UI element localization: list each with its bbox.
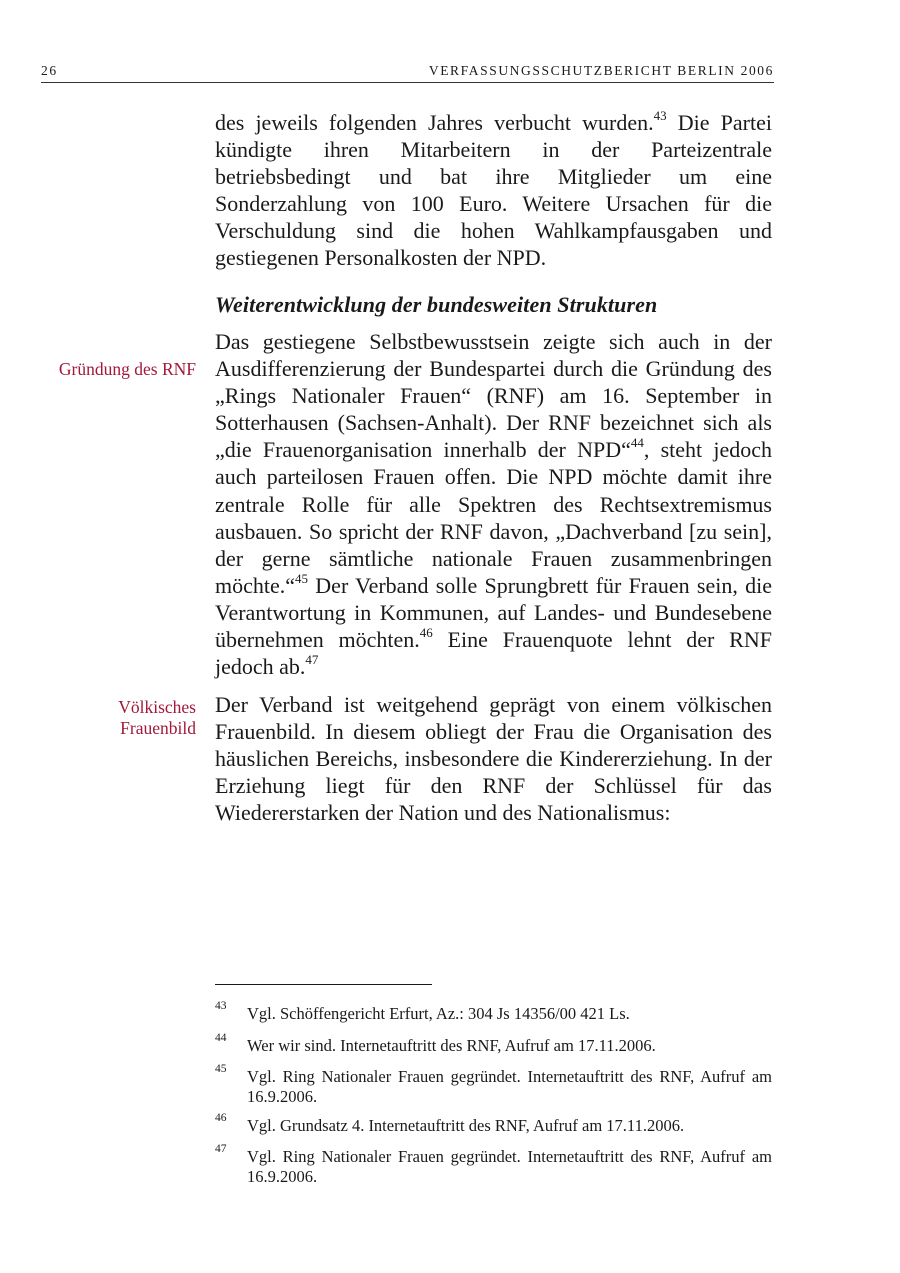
margin-note-line: Völkisches <box>118 697 196 717</box>
paragraph-text: Das gestiegene Selbstbewusstsein zeigte sich auch in der Ausdifferenzierung der Bundespartei durch die Gründung des „Rings Nationaler Frauen“ (RNF) am 16. September in Sotterhausen (Sachsen-Anhalt). Der RNF bezeichnet sich als „die Frauenorganisation innerhalb der NPD“ <box>215 329 772 463</box>
running-title: VERFASSUNGSSCHUTZBERICHT BERLIN 2006 <box>428 63 774 78</box>
footnote-44 <box>215 1032 772 1056</box>
footnote-45 <box>215 1063 772 1106</box>
footnote-43 <box>215 1000 772 1024</box>
footnote-text: Vgl. Ring Nationaler Frauen gegründet. Internetauftritt des RNF, Aufruf am 16.9.2006. <box>247 1067 772 1106</box>
page-header <box>41 62 774 83</box>
paragraph-text: , steht jedoch auch parteilosen Frauen offen. Die NPD möchte damit ihre zentrale Rolle für alle Spektren des Rechtsextremismus ausbauen. So spricht der RNF davon, „Dachverband [zu sein], der gerne sämtliche nationale Frauen zusammenbringen möchte.“ <box>215 437 772 598</box>
footnote-text: Vgl. Grundsatz 4. Internetauftritt des RNF, Aufruf am 17.11.2006. <box>247 1116 685 1135</box>
paragraph-rnf-founding <box>215 328 772 680</box>
footnote-ref-47[interactable]: 47 <box>305 651 319 667</box>
footnote-47 <box>215 1143 772 1186</box>
paragraph-text: Eine Frauenquote lehnt der RNF jedoch ab. <box>215 627 772 680</box>
margin-note-voelkisch-women <box>26 697 196 739</box>
footnote-text: Vgl. Ring Nationaler Frauen gegründet. Internetauftritt des RNF, Aufruf am 16.9.2006. <box>247 1147 772 1186</box>
margin-note-line: Frauenbild <box>120 718 196 738</box>
footnote-divider <box>215 984 432 985</box>
footnote-number: 46 <box>215 1112 227 1124</box>
footnote-number: 47 <box>215 1143 227 1155</box>
page-number: 26 <box>41 63 58 78</box>
footnote-ref-46[interactable]: 46 <box>419 624 433 640</box>
paragraph-text: Die Partei kündigte ihren Mitarbeitern in der Parteizentrale betriebsbedingt und bat ihre Mitglieder um eine Sonderzahlung von 100 Euro. Weitere Ursachen für die Verschuldung sind die hohen Wahlkampfausgaben und gestiegenen Personalkosten der NPD. <box>215 110 772 271</box>
footnote-number: 43 <box>215 1000 227 1012</box>
section-heading: Weiterentwicklung der bundesweiten Strukturen <box>215 292 658 317</box>
margin-note-rnf-founding: Gründung des RNF <box>58 359 196 379</box>
paragraph-party-debt <box>215 109 772 272</box>
footnote-number: 45 <box>215 1063 227 1075</box>
paragraph-voelkisch-image: Der Verband ist weitgehend geprägt von einem völkischen Frauenbild. In diesem obliegt der Frau die Organisation des häuslichen Bereichs, insbesondere die Kindererziehung. In der Erziehung liegt für den RNF der Schlüssel für das Wiedererstarken der Nation und des Nationalismus: <box>215 692 772 826</box>
paragraph-text: des jeweils folgenden Jahres verbucht wurden. <box>215 110 654 135</box>
footnote-46 <box>215 1112 772 1136</box>
footnote-text: Wer wir sind. Internetauftritt des RNF, Aufruf am 17.11.2006. <box>247 1036 656 1055</box>
paragraph-text: Der Verband solle Sprungbrett für Frauen sein, die Verantwortung in Kommunen, auf Landes- und Bundesebene übernehmen möchten. <box>215 572 772 653</box>
footnote-ref-44[interactable]: 44 <box>630 435 644 451</box>
footnote-ref-45[interactable]: 45 <box>295 570 309 586</box>
footnote-text: Vgl. Schöffengericht Erfurt, Az.: 304 Js 14356/00 421 Ls. <box>247 1004 630 1023</box>
footnote-number: 44 <box>215 1032 227 1044</box>
footnote-ref-43[interactable]: 43 <box>653 107 667 123</box>
